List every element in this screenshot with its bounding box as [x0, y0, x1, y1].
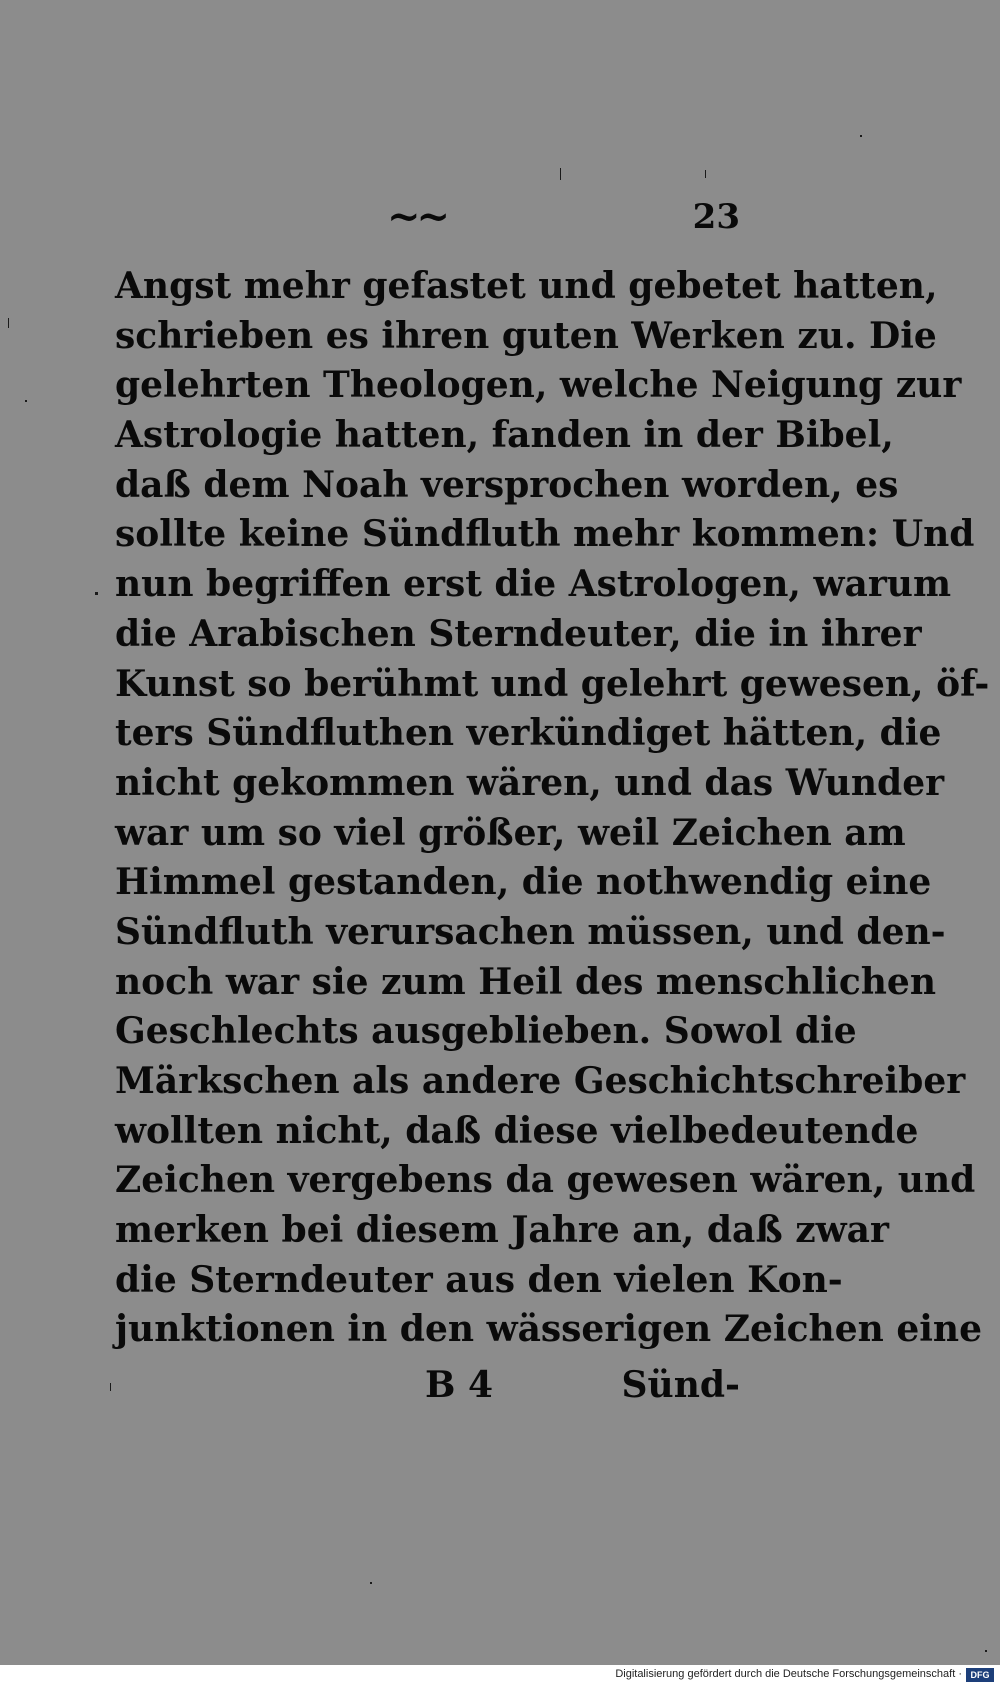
body-text [115, 262, 990, 1355]
scan-speck [560, 168, 561, 180]
signature-mark: B 4 [425, 1364, 494, 1406]
scan-speck [370, 1582, 372, 1584]
scan-speck [985, 1650, 987, 1652]
digitization-credit-bar [0, 1665, 1000, 1686]
text-line: Himmel gestanden, die nothwendig eine [115, 861, 932, 904]
credit-text: Digitalisierung gefördert durch die Deutsche Forschungsgemeinschaft · [615, 1668, 962, 1680]
text-line: nun begriffen erst die Astrologen, warum [115, 563, 952, 606]
text-line: Märkschen als andere Geschichtschreiber [115, 1060, 966, 1102]
scan-speck [705, 170, 706, 178]
text-line: merken bei diesem Jahre an, daß zwar [115, 1209, 889, 1252]
page-header [115, 192, 740, 242]
text-line: wollten nicht, daß diese vielbedeutende [115, 1109, 919, 1152]
text-line: Zeichen vergebens da gewesen wären, und [115, 1159, 976, 1202]
header-ornament: ~~ [387, 193, 447, 240]
text-line: die Sterndeuter aus den vielen Kon- [115, 1258, 843, 1301]
scan-speck [110, 1383, 111, 1391]
text-line: schrieben es ihren guten Werken zu. Die [115, 314, 937, 357]
text-line: Sündfluth verursachen müssen, und den- [115, 910, 946, 953]
page-footer [115, 1360, 740, 1410]
text-line: war um so viel größer, weil Zeichen am [115, 811, 906, 854]
catchword: Sünd- [621, 1364, 740, 1406]
text-line: Geschlechts ausgeblieben. Sowol die [115, 1010, 857, 1053]
scan-speck [8, 318, 9, 328]
text-line: ters Sündfluthen verkündiget hätten, die [115, 712, 942, 755]
text-line: junktionen in den wässerigen Zeichen eine [115, 1308, 982, 1351]
text-line: daß dem Noah versprochen worden, es [115, 463, 899, 506]
text-line: Angst mehr gefastet und gebetet hatten, [115, 265, 938, 307]
text-line: sollte keine Sündfluth mehr kommen: Und [115, 513, 975, 556]
scan-speck [860, 135, 862, 137]
page-number: 23 [692, 197, 740, 237]
text-line: Astrologie hatten, fanden in der Bibel, [115, 414, 894, 457]
text-line: gelehrten Theologen, welche Neigung zur [115, 364, 962, 407]
dfg-logo: DFG [966, 1668, 994, 1682]
scan-speck [25, 400, 27, 402]
text-line: die Arabischen Sterndeuter, die in ihrer [115, 612, 922, 655]
scan-speck [95, 592, 98, 595]
text-line: noch war sie zum Heil des menschlichen [115, 960, 936, 1003]
text-line: Kunst so berühmt und gelehrt gewesen, öf- [115, 662, 990, 705]
text-line: nicht gekommen wären, und das Wunder [115, 761, 945, 804]
